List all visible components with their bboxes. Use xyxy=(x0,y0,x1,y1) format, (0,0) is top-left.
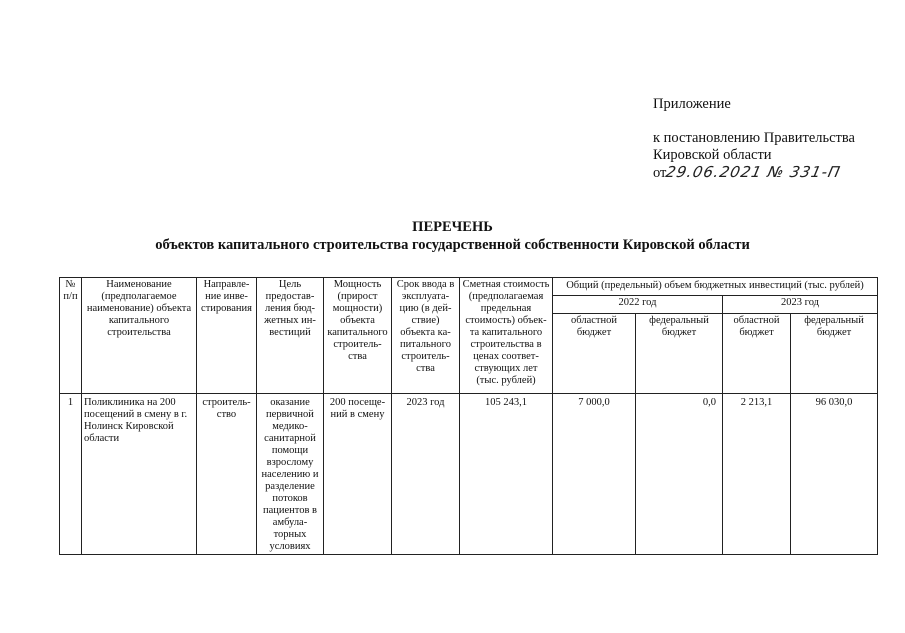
appendix-date-line xyxy=(653,164,855,182)
document-subtitle: объектов капитального строительства государственной собственности Кировской области xyxy=(155,237,750,253)
cell-name: Поликлиника на 200 посещений в смену в г. Нолинск Кировской области xyxy=(82,394,197,555)
header-cost: Сметная стоимость (предполагаемая предельная стоимость) объек-та капитального строительства в ценах соответ-ствующих лет (тыс. рублей) xyxy=(460,278,553,394)
appendix-resolution: к постановлению Правительства xyxy=(653,130,855,146)
appendix-label: Приложение xyxy=(653,96,731,112)
header-2023-federal: федеральный бюджет xyxy=(791,314,878,394)
cell-deadline: 2023 год xyxy=(392,394,460,555)
header-direction: Направле-ние инве-стирования xyxy=(197,278,257,394)
appendix-region: Кировской области xyxy=(653,147,772,163)
cell-2023-regional: 2 213,1 xyxy=(723,394,791,555)
handwritten-date: 29.06.2021 № 331-П xyxy=(664,163,843,181)
cell-direction: строитель-ство xyxy=(197,394,257,555)
cell-goal: оказание первичной медико-санитарной помощи взрослому населению и разделение потоков пациентов в амбула-торных условиях xyxy=(257,394,324,555)
header-2023-regional: областной бюджет xyxy=(723,314,791,394)
cell-2023-federal: 96 030,0 xyxy=(791,394,878,555)
header-total: Общий (предельный) объем бюджетных инвестиций (тыс. рублей) xyxy=(553,278,878,296)
cell-cost: 105 243,1 xyxy=(460,394,553,555)
cell-2022-regional: 7 000,0 xyxy=(553,394,636,555)
header-year-2023: 2023 год xyxy=(723,296,878,314)
cell-capacity: 200 посеще-ний в смену xyxy=(324,394,392,555)
appendix-block xyxy=(653,96,855,182)
cell-num: 1 xyxy=(60,394,82,555)
header-num: № п/п xyxy=(60,278,82,394)
header-goal: Цель предостав-ления бюд-жетных ин-вестиций xyxy=(257,278,324,394)
cell-2022-federal: 0,0 xyxy=(636,394,723,555)
date-prefix: от xyxy=(653,165,667,181)
investment-table xyxy=(59,277,878,555)
header-deadline: Срок ввода в эксплуата-цию (в дей-ствие) объекта ка-питального строитель-ства xyxy=(392,278,460,394)
table-row xyxy=(60,394,878,555)
header-2022-regional: областной бюджет xyxy=(553,314,636,394)
header-2022-federal: федеральный бюджет xyxy=(636,314,723,394)
header-year-2022: 2022 год xyxy=(553,296,723,314)
header-name: Наименование (предполагаемое наименование) объекта капитального строительства xyxy=(82,278,197,394)
document-title: ПЕРЕЧЕНЬ xyxy=(412,219,493,235)
header-capacity: Мощность (прирост мощности) объекта капитального строитель-ства xyxy=(324,278,392,394)
